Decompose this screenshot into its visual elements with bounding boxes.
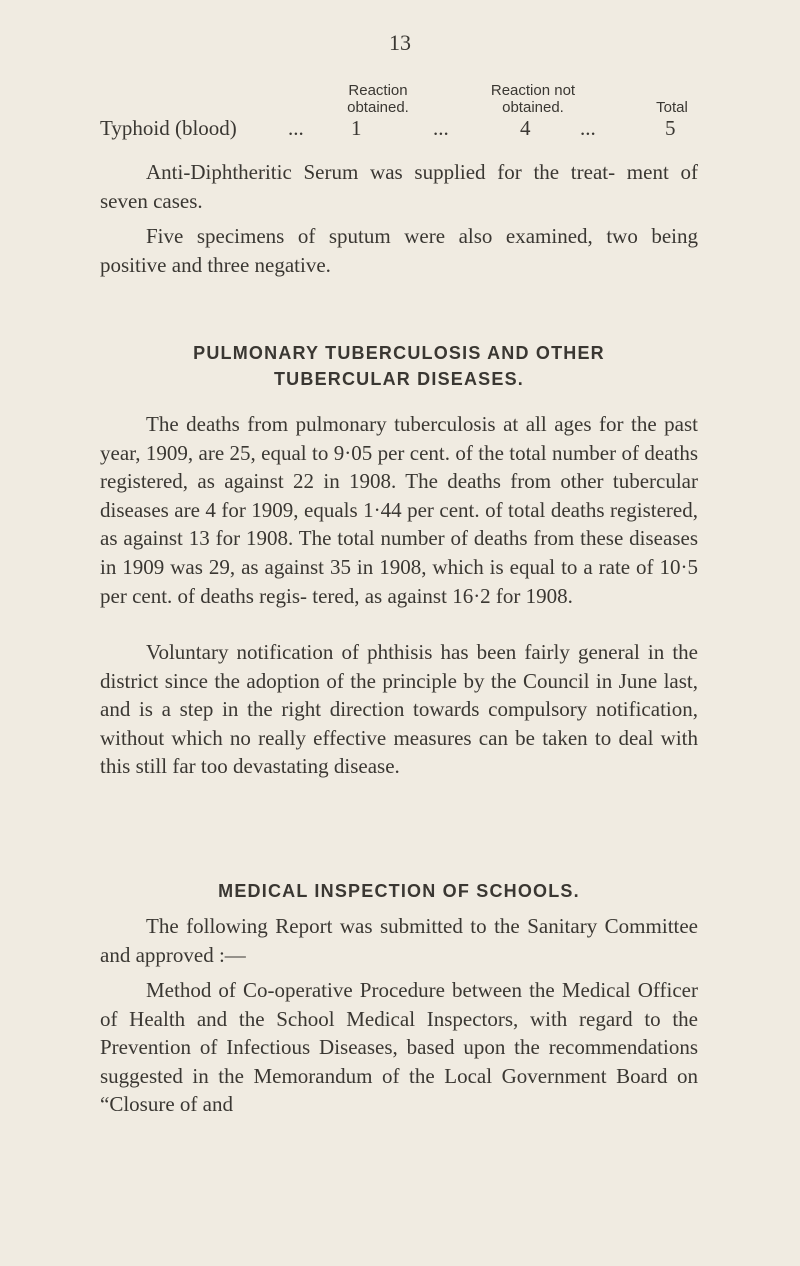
section-heading-schools: MEDICAL INSPECTION OF SCHOOLS. bbox=[218, 881, 580, 901]
cell-total: 5 bbox=[665, 116, 676, 140]
cell-reaction-obtained: 1 bbox=[351, 116, 362, 140]
section-heading-tuberculosis-line1: PULMONARY TUBERCULOSIS AND OTHER bbox=[193, 343, 605, 363]
col-header-reaction-not-obtained bbox=[458, 82, 608, 116]
paragraph-sputum: Five specimens of sputum were also examined, two being positive and three negative. bbox=[100, 224, 698, 277]
paragraph-tuberculosis-deaths: The deaths from pulmonary tuberculosis at all ages for the past year, 1909, are 25, equal to 9·05 per cent. of the total number of deaths registered, as against 22 in 1908. The deaths from other tubercular diseases are 4 for 1909, equals 1·44 per cent. of total deaths registered, as against 13 for 1908. The total number of deaths from these diseases in 1909 was 29, as against 35 in 1908, which is equal to a rate of 10·5 per cent. of deaths regis- tered, as against 16·2 for 1908. bbox=[100, 412, 698, 608]
col-header-total: Total bbox=[656, 99, 688, 116]
paragraph-report-submitted: The following Report was submitted to the Sanitary Committee and approved :— bbox=[100, 914, 698, 967]
row-leader-2: ... bbox=[433, 116, 449, 140]
section-heading-tuberculosis-line2: TUBERCULAR DISEASES. bbox=[273, 369, 525, 389]
col-header-reaction-obtained-line2: obtained. bbox=[347, 99, 409, 116]
col-header-reaction-not-obtained-line1: Reaction not bbox=[490, 82, 576, 99]
paragraph-phthisis-notification: Voluntary notification of phthisis has been fairly general in the district since the adoption of the principle by the Council in June last, and is a step in the right direction towards compulsory notification, without which no really effective measures can be taken to deal with this still far too devastating disease. bbox=[100, 640, 698, 779]
cell-reaction-not-obtained: 4 bbox=[520, 116, 531, 140]
paragraph-serum: Anti-Diphtheritic Serum was supplied for the treat- ment of seven cases. bbox=[100, 160, 698, 213]
row-leader-3: ... bbox=[580, 116, 596, 140]
col-header-reaction-not-obtained-line2: obtained. bbox=[502, 99, 564, 116]
col-header-reaction-obtained-line1: Reaction bbox=[348, 82, 408, 99]
row-label-typhoid: Typhoid (blood) bbox=[100, 116, 237, 140]
section-heading-tuberculosis bbox=[100, 340, 698, 392]
paragraph-cooperative-method: Method of Co-operative Procedure between the Medical Officer of Health and the School Medical Inspectors, with regard to the Prevention of Infectious Diseases, based upon the recommendations suggested in the Memorandum of the Local Government Board on “Closure of and bbox=[100, 978, 698, 1117]
row-leader-1: ... bbox=[288, 116, 304, 140]
page-number: 13 bbox=[389, 30, 411, 55]
col-header-reaction-obtained bbox=[318, 82, 438, 116]
